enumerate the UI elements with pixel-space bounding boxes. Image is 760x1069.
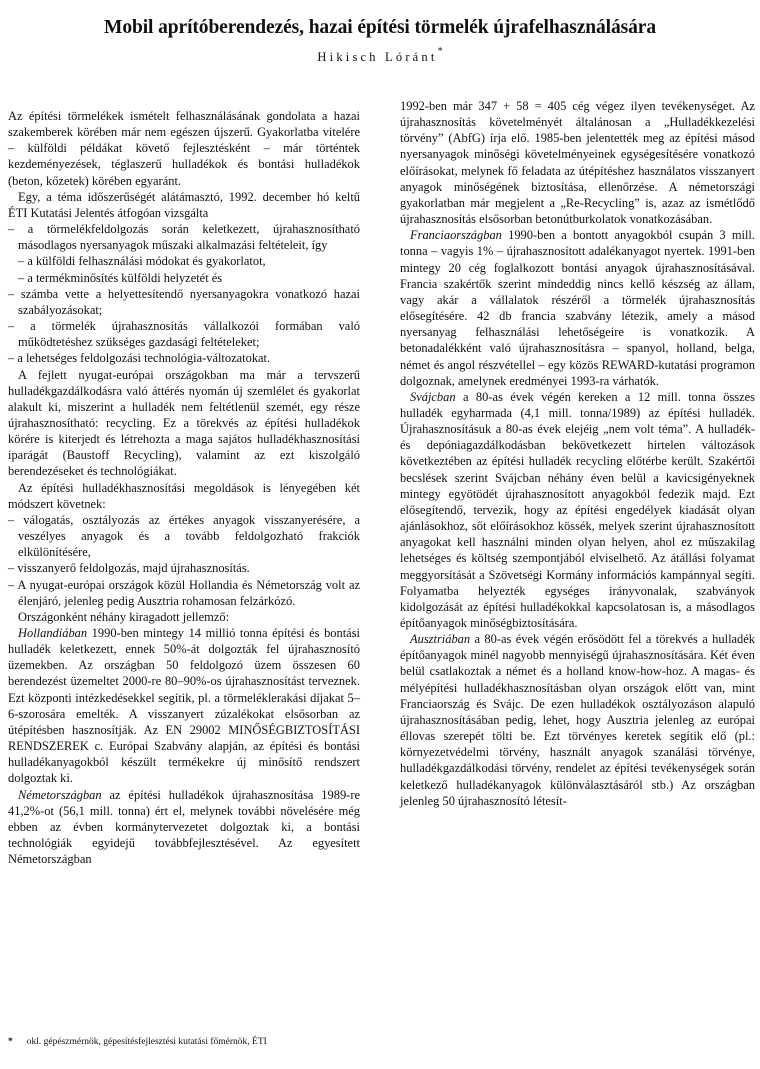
footnote <box>8 1037 368 1047</box>
right-column-paragraph <box>400 631 755 809</box>
right-column <box>400 98 755 809</box>
paragraph-text: Az építési törmelékek ismételt felhasználásának gondolata a hazai szakemberek körében már nem egészen újszerű. Gyakorlatba vitelére – külföldi példákat követő fejlesztésként – már történtek kezdeményezések, téglaszerű hulladékok és bontási hulladékok (beton, kőzetek) körében egyaránt. <box>8 109 360 188</box>
paragraph-text: 1992-ben már 347 + 58 = 405 cég végez ilyen tevékenységet. Az újrahasznosítás követelményét általánosan a „Hulladékkezelési törvény” (AbfG) írja elő. 1985-ben jelentették meg az építési másod nyersanyagok minőségi követelményeinek egységesítésére vonatkozó előírásokat, melynek fő feladata az útépítéshez használatos visszanyert anyagok minőségének biztosítása, ellenőrzése. A németországi gyakorlatban már megjelent a „Re-Recycling” is, azaz az ismétlődő újrahasznosítás elsősorban betonútburkolatok vonatkozásában. <box>400 99 755 227</box>
country-lead: Németországban <box>18 787 102 802</box>
left-column-paragraph <box>8 270 360 286</box>
paragraph-text: a 80-as évek végén erősödött fel a törekvés a hulladék építőanyagok minél nagyobb mennyiségű újrahasznosítására. Két éven belül csatlakoztak a német és a holland know-how-hoz. A magas- és mélyépítési hulladékhasznosításban olyan országok előtt van, mint Franciaország és Svájc. De ezen hulladékok osztályozáson alapuló újrahasznosításában pedig, lehet, hogy Ausztria jelenleg az európai éllovas szerepét tölti be. Ezt törvényes keretek segítik elő (pl.: környezetvédelmi törvény, használt anyagok szanálási törvénye, hulladékgazdálkodási törvény, rendelet az építési tevékenységek során keletkező hulladékanyagok különválasztásáról stb.) Az országban jelenleg 50 újrahasznosító létesít- <box>400 632 755 808</box>
left-column-paragraph <box>8 787 360 868</box>
paragraph-text: 1990-ben a bontott anyagokból csupán 3 mill. tonna – vagyis 1% – újrahasznosított adalékanyagot nyertek. 1991-ben mintegy 20 cég foglalkozott bontási anyagok újrahasznosításával. Francia szakértők szerint mindeddig nincs kellő készség az állam, vagy akár a vállalatok részéről a törmelék újrahasznosítás elősegítésére. 42 db francia szabvány létezik, amely a másod nyersanyag felhasználási lehetőségeire is vonatkozik. A betonadalékként való újrahasznosításra – spanyol, holland, belga, német és angol részvétellel – egy közös REWARD-kutatási programon dolgoznak, amelynek eredményei 1993-ra várhatók. <box>400 228 755 388</box>
left-column-paragraph <box>8 253 360 269</box>
country-lead: Ausztriában <box>410 632 471 647</box>
paragraph-text: az építési hulladékok újrahasznosítása 1989-re 41,2%-ot (56,1 mill. tonna) ért el, melynek további növelésére még ebben az évben kormánytervezetet dolgoztak ki, a bontási technológiák egyidejű továbbfejlesztésével. Az egyesített Németországban <box>8 787 360 867</box>
left-column-paragraph <box>8 108 360 189</box>
paragraph-text: – a külföldi felhasználási módokat és gyakorlatot, <box>18 254 266 269</box>
paragraph-text: – a termékminősítés külföldi helyzetét és <box>18 270 223 285</box>
paragraph-text: Egy, a téma időszerűségét alátámasztó, 1992. december hó keltű ÉTI Kutatási Jelentés átfogóan vizsgálta <box>8 189 360 220</box>
article-author <box>0 48 760 65</box>
left-column-paragraph <box>8 189 360 221</box>
left-column-paragraph <box>8 480 360 512</box>
paragraph-text: – A nyugat-európai országok közül Hollandia és Németország volt az élenjáró, jelenleg pedig Ausztria rohamosan felzárkózó. <box>8 577 360 608</box>
left-column-paragraph <box>8 367 360 480</box>
paragraph-text: – válogatás, osztályozás az értékes anyagok visszanyerésére, a veszélyes anyagok és a tovább feldolgozható frakciók elkülönítésére, <box>8 512 360 560</box>
left-column-paragraph <box>8 512 360 560</box>
left-column-paragraph <box>8 286 360 318</box>
right-column-paragraph <box>400 98 755 227</box>
left-column <box>8 108 360 867</box>
author-name: Hikisch Lóránt <box>317 50 438 65</box>
left-column-paragraph <box>8 625 360 787</box>
footnote-mark: * <box>8 1037 13 1047</box>
right-column-paragraph <box>400 389 755 631</box>
paragraph-text: A fejlett nyugat-európai országokban ma már a tervszerű hulladékgazdálkodásra való áttérés nyomán új szemlélet és gyakorlat alakult ki, miszerint a hulladék nem feltétlenül szemét, egy része újrahasznosítható: recycling. Ez a törekvés az építési hulladékok körére is kiterjedt és létrehozta a maga sajátos hulladékhasznosítási iparágát (Baustoff Recycling), valamint az ezt kiszolgáló berendezéseket és technológiákat. <box>8 367 360 479</box>
country-lead: Svájcban <box>410 389 456 404</box>
right-column-paragraph <box>400 227 755 389</box>
country-lead: Franciaországban <box>410 228 502 243</box>
left-column-paragraph <box>8 318 360 350</box>
paragraph-text: a 80-as évek végén kereken a 12 mill. tonna összes hulladék egyharmada (4,1 mill. tonna/1989) az építési hulladék. Újrahasznosításuk a 80-as évek elejéig „nem volt téma”. A hulladék- és depóniagazdálkodásban bekövetkezett hirtelen változások következtében az építési hulladék recycling előtérbe került. Szakértői becslések szerint Svájcban néhány éven belül a kavicsigényeknek mintegy egyötödét újrahasznosított anyagokból fedezik majd. Ezt elősegítendő, tervezik, hogy az építési engedélyek kiadását olyan ajánlásokhoz, sőt előírásokhoz kössék, melyek szerint újrahasznosított anyagokat kell használni minden olyan helyen, ahol ez műszakilag lehetséges és költség szempontjából elviselhető. Az átállási folyamat meggyorsítását a Szövetségi Kormány információs kampánnyal segíti. Folyamatba helyezték egységes irányvonalak, szabványok kidolgozását az építési hulladékokkal kapcsolatosan is, a másodlagos építőanyagok minőségbiztosítására. <box>400 389 755 630</box>
paragraph-text: – visszanyerő feldolgozás, majd újrahasznosítás. <box>8 561 250 576</box>
country-lead: Hollandiában <box>18 626 88 640</box>
paragraph-text: – a lehetséges feldolgozási technológia-változatokat. <box>8 351 271 366</box>
paragraph-text: – a törmelékfeldolgozás során keletkezett, újrahasznosítható másodlagos nyersanyagok műszaki alkalmazási feltételeit, így <box>8 222 360 253</box>
article-title: Mobil aprítóberendezés, hazai építési törmelék újrafelhasználására <box>104 17 656 38</box>
paragraph-text: – számba vette a helyettesítendő nyersanyagokra vonatkozó hazai szabályozásokat; <box>8 286 360 317</box>
paragraph-text: 1990-ben mintegy 14 millió tonna építési és bontási hulladék keletkezett, ennek 50%-át dolgozták fel újrahasznosító üzemekben. Az országban 50 feldolgozó üzem összesen 60 berendezést üzemeltet 2000-re 80–90%-os újrahasznosítást terveznek. Ezt központi intézkedésekkel segítik, pl. a törmeléklerakási díjakat 5–6-szorosára emelték. A visszanyert zúzalékokat elsősorban az útépítésben hasznosítják. Az EN 29002 MINŐSÉGBIZTOSÍTÁSI RENDSZEREK c. Európai Szabvány alapján, az építési és bontási hulladékanyagokból készült termékekre új minősítő rendszert dolgoztak ki. <box>8 626 360 786</box>
paragraph-text: – a törmelék újrahasznosítás vállalkozói formában való működtetéshez szükséges gazdasági feltételeket; <box>8 319 360 350</box>
left-column-paragraph <box>8 609 360 625</box>
paragraph-text: Az építési hulladékhasznosítási megoldások is lényegében két módszert követnek: <box>8 480 360 511</box>
author-footnote-mark: * <box>437 46 443 57</box>
left-column-paragraph <box>8 577 360 609</box>
footnote-text: okl. gépészmérnök, gépesítésfejlesztési kutatási főmérnök, ÉTI <box>26 1037 267 1047</box>
left-column-paragraph <box>8 560 360 576</box>
left-column-paragraph <box>8 350 360 366</box>
paragraph-text: Országonként néhány kiragadott jellemző: <box>18 609 230 624</box>
left-column-paragraph <box>8 221 360 253</box>
